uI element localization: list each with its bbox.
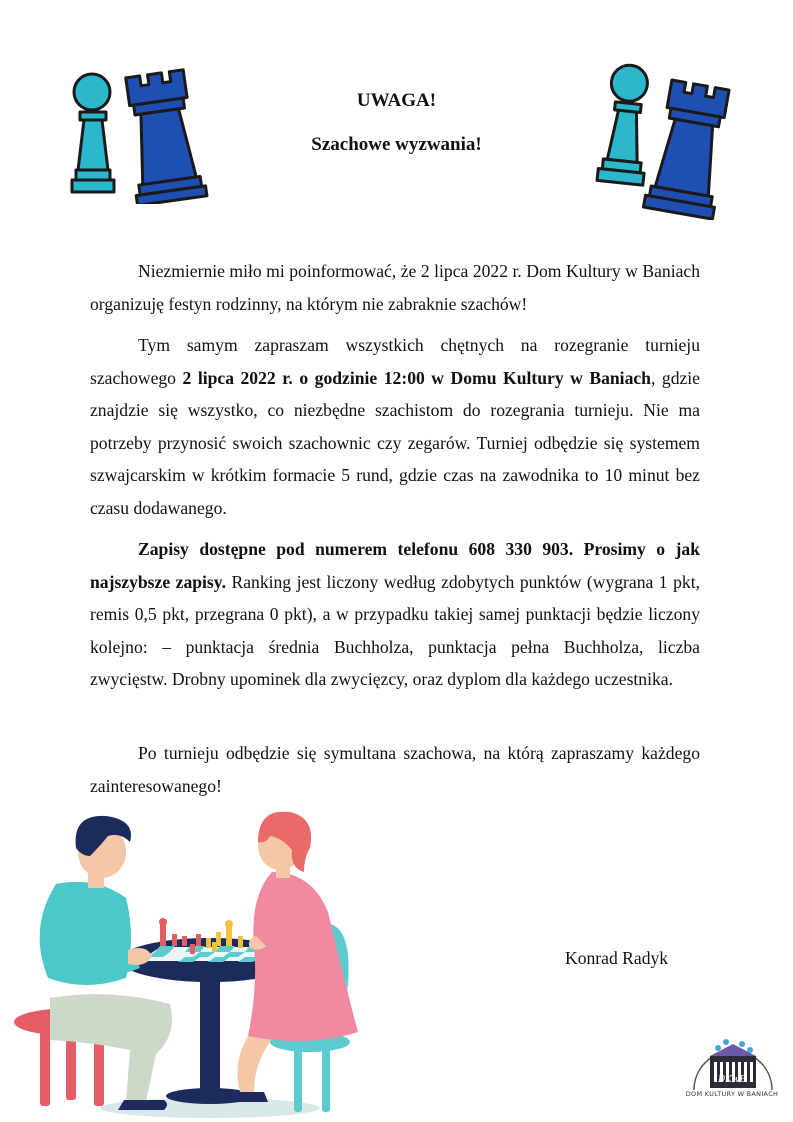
logo-mark: DKwB [718, 1075, 747, 1085]
paragraph-tournament-text-b: , gdzie znajdzie się wszystko, co niezbędne szachistom do rozegrania turnieju. Nie ma potrzeby przynosić swoich szachownic czy zegarów. Turniej odbędzie się systemem szwajcarskim w krótkim formacie 5 rund, gdzie czas na zawodnika to 10 minut bez czasu dodawanego. [90, 367, 700, 518]
paragraph-tournament-text-a: Tym samym zapraszam wszystkich chętnych na rozegranie turnieju szachowego [90, 335, 700, 388]
paragraph-intro-text: Niezmiernie miło mi poinformować, że 2 lipca 2022 r. Dom Kultury w Baniach organizuję festyn rodzinny, na którym nie zabraknie szachów! [90, 261, 700, 314]
signature: Konrad Radyk [565, 948, 669, 968]
paragraph-tournament-highlight: 2 lipca 2022 r. o godzinie 12:00 w Domu Kultury w Baniach [182, 367, 651, 388]
paragraph-tournament [90, 329, 700, 524]
logo-caption: DOM KULTURY W BANIACH [685, 1090, 779, 1098]
paragraph-simul-text: Po turnieju odbędzie się symultana szachowa, na którą zapraszamy każdego zainteresowanego! [90, 743, 700, 796]
dom-kultury-logo-icon [688, 1030, 778, 1092]
paragraph-simul [90, 737, 700, 802]
paragraph-registration-text: Ranking jest liczony według zdobytych punktów (wygrana 1 pkt, remis 0,5 pkt, przegrana 0 pkt), a w przypadku takiej samej punktacji będzie liczony kolejno: – punktacja średnia Buchholza, punktacja pełna Buchholza, liczba zwycięstw. Drobny upominek dla zwycięzcy, oraz dyplom dla każdego uczestnika. [90, 571, 700, 689]
chess-players-illustration [10, 812, 390, 1122]
paragraph-intro [90, 255, 700, 320]
page-title: UWAGA! [356, 90, 437, 111]
pawn-icon [597, 63, 655, 185]
paragraph-registration [90, 533, 700, 696]
paragraph-registration-highlight: Zapisy dostępne pod numerem telefonu 608 330 903. Prosimy o jak najszybsze zapisy. [90, 539, 700, 592]
page-subtitle: Szachowe wyzwania! [311, 134, 482, 155]
